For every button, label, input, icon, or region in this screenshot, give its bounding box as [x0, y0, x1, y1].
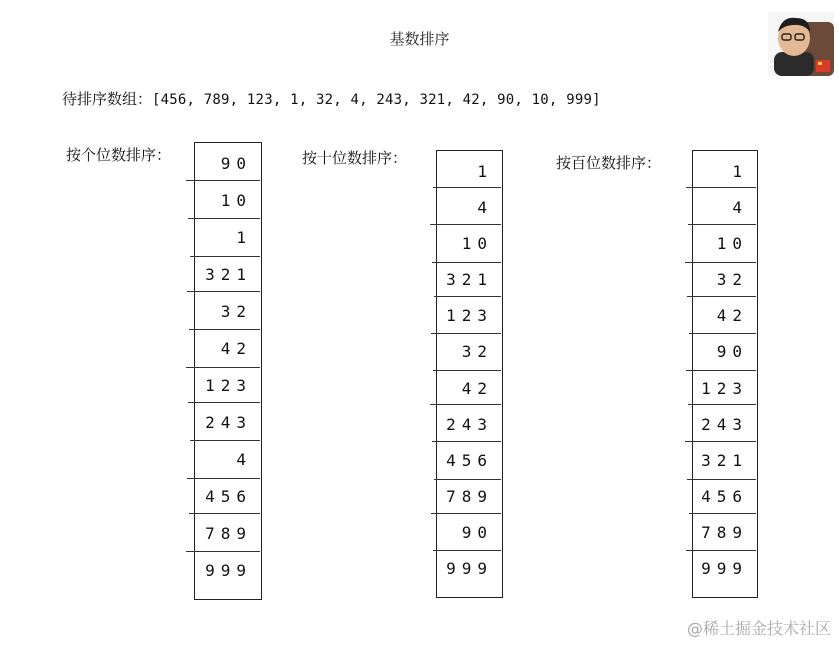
- bucket-column: [436, 150, 503, 598]
- row-divider: [431, 333, 501, 334]
- sorted-value: 32: [461, 342, 493, 362]
- bucket-column: [194, 142, 262, 600]
- row-divider: [188, 402, 260, 403]
- row-divider: [187, 478, 260, 479]
- row-divider: [685, 441, 756, 442]
- sorted-value: 42: [716, 306, 748, 326]
- sorted-value: 90: [461, 523, 493, 543]
- column-label: 按百位数排序：: [556, 154, 662, 172]
- row-divider: [687, 296, 756, 297]
- sorted-value: 4: [732, 197, 748, 217]
- row-divider: [430, 404, 501, 405]
- sorted-value: 456: [701, 487, 748, 507]
- sorted-value: 42: [220, 339, 252, 358]
- sorted-value: 90: [716, 342, 748, 362]
- sorted-value: 243: [205, 413, 252, 432]
- sorted-value: 789: [701, 523, 748, 543]
- row-divider: [188, 218, 260, 219]
- sorted-value: 42: [461, 378, 493, 398]
- sorted-value: 123: [701, 378, 748, 398]
- row-divider: [432, 262, 501, 263]
- watermark: @稀土掘金技术社区: [686, 619, 831, 638]
- row-divider: [434, 479, 501, 480]
- sorted-value: 321: [701, 450, 748, 470]
- sorted-value: 789: [446, 487, 493, 507]
- input-array: [62, 88, 601, 109]
- row-divider: [433, 187, 501, 188]
- row-divider: [686, 370, 756, 371]
- sorted-value: 4: [477, 197, 493, 217]
- sorted-value: 999: [701, 559, 748, 579]
- sorted-value: 90: [220, 154, 252, 173]
- sorted-value: 123: [205, 376, 252, 395]
- row-divider: [689, 513, 756, 514]
- row-divider: [688, 404, 756, 405]
- sorted-value: 321: [446, 270, 493, 290]
- sorted-value: 321: [205, 265, 252, 284]
- row-divider: [689, 333, 756, 334]
- row-divider: [431, 513, 501, 514]
- row-divider: [190, 440, 260, 441]
- row-divider: [432, 441, 501, 442]
- sorted-value: 32: [716, 270, 748, 290]
- sorted-value: 789: [205, 524, 252, 543]
- sorted-value: 999: [205, 561, 252, 580]
- row-divider: [189, 329, 260, 330]
- sorted-value: 1: [477, 161, 493, 181]
- sorted-value: 32: [220, 302, 252, 321]
- sorted-value: 999: [446, 559, 493, 579]
- input-label: 待排序数组：: [62, 90, 153, 108]
- row-divider: [434, 296, 501, 297]
- row-divider: [189, 513, 260, 514]
- bucket-column: [692, 150, 758, 598]
- row-divider: [190, 256, 260, 257]
- sorted-value: 456: [446, 450, 493, 470]
- sorted-value: 10: [220, 191, 252, 210]
- presenter-avatar: [768, 12, 834, 76]
- input-array-values: [456, 789, 123, 1, 32, 4, 243, 321, 42, 90, 10, 999]: [152, 92, 601, 108]
- sorted-value: 10: [461, 233, 493, 253]
- sorted-value: 243: [446, 414, 493, 434]
- sorted-value: 123: [446, 306, 493, 326]
- row-divider: [433, 550, 501, 551]
- page-title: 基数排序: [389, 30, 450, 48]
- column-label: 按个位数排序：: [66, 146, 172, 164]
- column-label: 按十位数排序：: [302, 149, 408, 167]
- sorted-value: 4: [236, 450, 252, 469]
- sorted-value: 1: [732, 161, 748, 181]
- row-divider: [686, 550, 756, 551]
- sorted-value: 1: [236, 228, 252, 247]
- row-divider: [686, 187, 756, 188]
- row-divider: [186, 367, 260, 368]
- row-divider: [685, 262, 756, 263]
- row-divider: [688, 224, 756, 225]
- row-divider: [687, 479, 756, 480]
- row-divider: [433, 370, 501, 371]
- sorted-value: 243: [701, 414, 748, 434]
- sorted-value: 456: [205, 487, 252, 506]
- row-divider: [430, 224, 501, 225]
- row-divider: [186, 551, 260, 552]
- sorted-value: 10: [716, 233, 748, 253]
- row-divider: [187, 291, 260, 292]
- row-divider: [186, 180, 260, 181]
